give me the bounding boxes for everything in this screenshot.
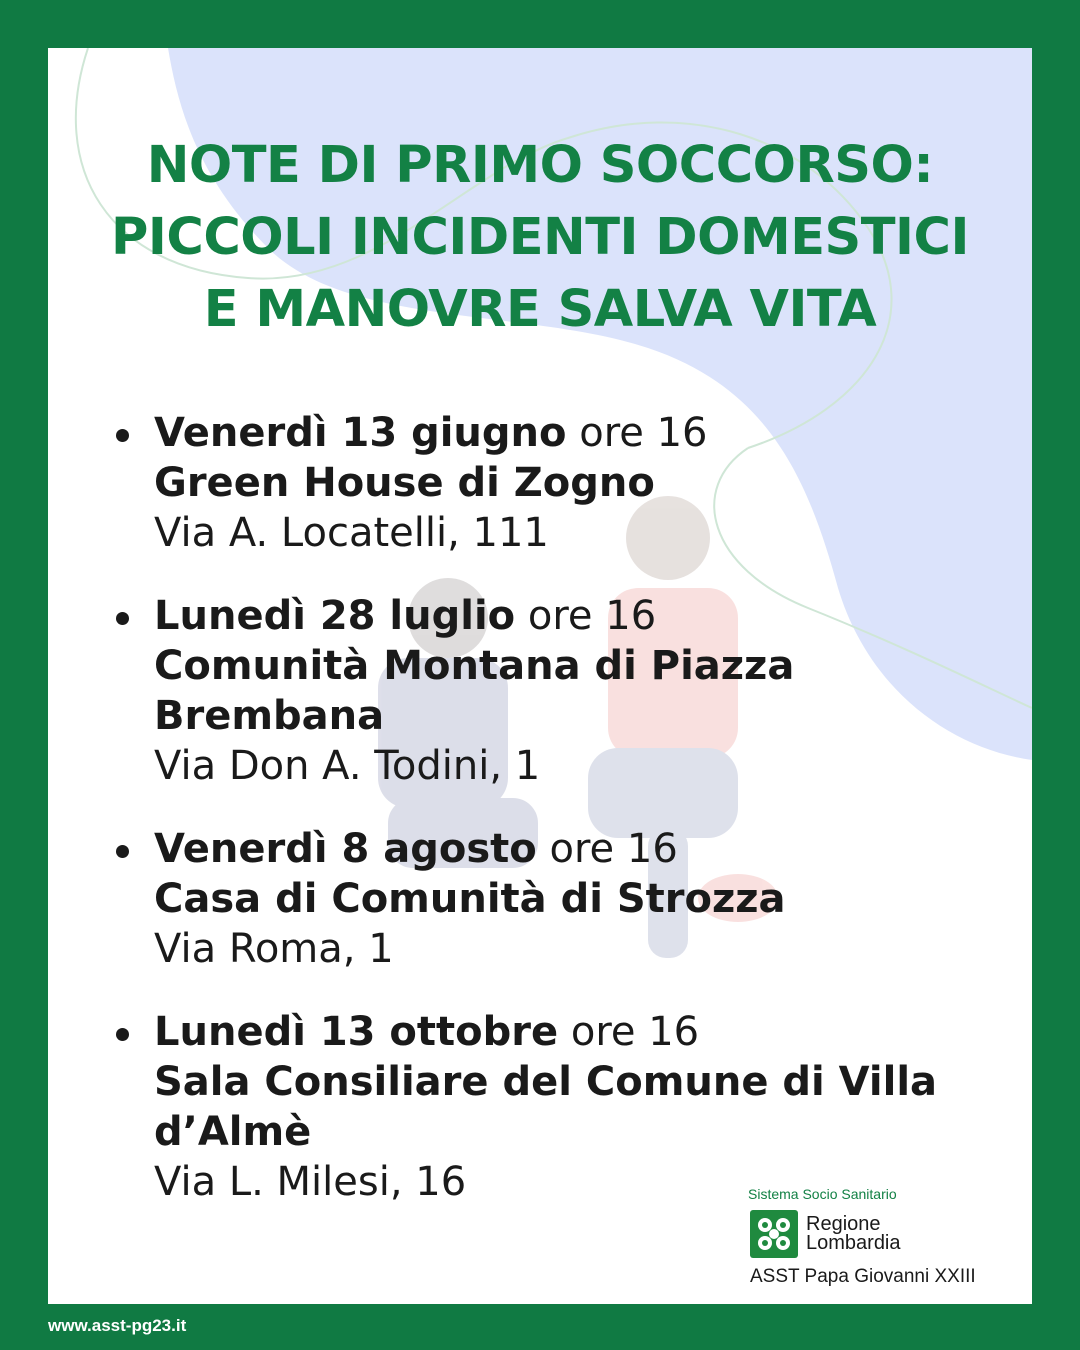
event-place: Casa di Comunità di Strozza [154, 876, 786, 922]
event-date: Lunedì 28 luglio [154, 593, 516, 639]
event-date: Venerdì 8 agosto [154, 826, 537, 872]
logo-region-line-1: Regione [806, 1213, 881, 1235]
event-item [110, 824, 1010, 974]
event-address: Via Roma, 1 [154, 926, 394, 972]
bullet-icon [116, 612, 129, 625]
event-place: Sala Consiliare del Comune di Villa d’Almè [154, 1059, 938, 1155]
logo-system-label: Sistema Socio Sanitario [748, 1186, 897, 1202]
event-place: Comunità Montana di Piazza Brembana [154, 643, 795, 739]
event-time: ore 16 [549, 826, 678, 872]
title-line-1: NOTE DI PRIMO SOCCORSO: [146, 136, 934, 195]
title-line-3: E MANOVRE SALVA VITA [203, 280, 877, 339]
event-datetime [154, 824, 1010, 874]
event-item [110, 591, 1010, 791]
event-time: ore 16 [527, 593, 657, 639]
event-datetime [154, 591, 1010, 641]
event-datetime [154, 408, 1010, 458]
poster-panel [48, 48, 1032, 1304]
event-time: ore 16 [579, 410, 708, 456]
logo-region-line-2: Lombardia [806, 1232, 901, 1254]
event-item [110, 408, 1010, 558]
event-address: Via L. Milesi, 16 [154, 1159, 467, 1205]
event-datetime [154, 1007, 1010, 1057]
bullet-icon [116, 845, 129, 858]
bullet-icon [116, 1028, 129, 1041]
event-address: Via Don A. Todini, 1 [154, 743, 541, 789]
website-link[interactable]: www.asst-pg23.it [48, 1316, 187, 1335]
bullet-icon [116, 429, 129, 442]
event-time: ore 16 [570, 1009, 700, 1055]
event-date: Venerdì 13 giugno [154, 410, 567, 456]
event-place: Green House di Zogno [154, 460, 655, 506]
event-item [110, 1007, 1010, 1207]
event-address: Via A. Locatelli, 111 [154, 510, 549, 556]
regione-lombardia-logo [748, 1186, 1018, 1296]
poster-title [48, 130, 1032, 346]
title-line-2: PICCOLI INCIDENTI DOMESTICI [111, 208, 969, 267]
event-date: Lunedì 13 ottobre [154, 1009, 559, 1055]
logo-asst-name: ASST Papa Giovanni XXIII [750, 1266, 976, 1287]
regione-lombardia-rose-icon [750, 1210, 798, 1258]
event-list [110, 408, 1010, 1240]
logo-region-name [806, 1215, 901, 1253]
